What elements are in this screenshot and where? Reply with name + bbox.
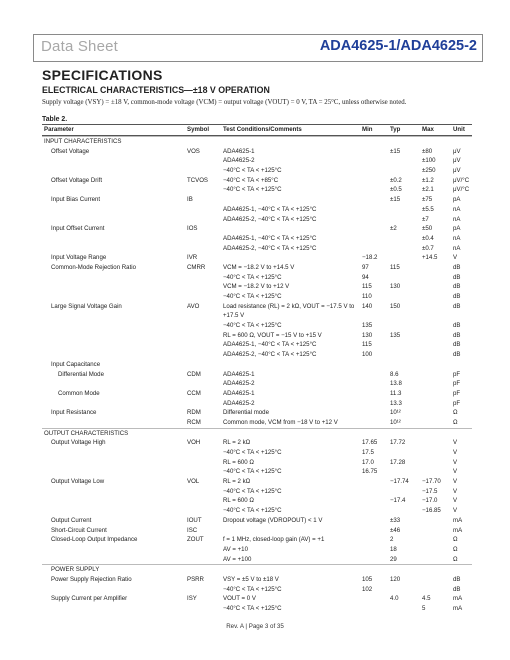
table-row (42, 350, 472, 360)
cell-conditions: VCM = −18.2 V to +12 V (223, 283, 290, 291)
table-row (42, 195, 472, 205)
table-row (42, 321, 472, 331)
cell-max: ±0.7 (422, 244, 434, 252)
cell-conditions: −40°C < TA < +125°C (223, 468, 282, 476)
cell-typ: −17.4 (390, 497, 406, 505)
cell-conditions: Common mode, VCM from −18 V to +12 V (223, 418, 338, 426)
cell-min: 110 (362, 293, 372, 300)
table-row (42, 234, 472, 244)
cell-unit: dB (453, 341, 461, 349)
cell-param: Offset Voltage Drift (51, 176, 103, 184)
cell-max: ±2.1 (422, 186, 434, 194)
cell-unit: Ω (453, 418, 458, 426)
cell-min: 97 (362, 263, 369, 271)
cell-typ: 29 (390, 555, 397, 563)
cell-conditions: +17.5 V (223, 312, 245, 320)
cell-typ: ±33 (390, 516, 401, 524)
cell-max: −17.5 (422, 487, 438, 495)
cell-max: ±5.5 (422, 205, 434, 213)
cell-unit: V (453, 507, 458, 515)
table-row (42, 526, 472, 536)
table-header-row (42, 124, 472, 136)
cell-unit: pA (453, 196, 461, 204)
cell-param: Input Capacitance (51, 360, 101, 368)
cell-unit: Ω (453, 409, 458, 417)
col-header-max: Max (422, 126, 434, 133)
cell-symbol: AVO (187, 302, 200, 310)
table-row (42, 594, 472, 604)
table-row (42, 535, 472, 545)
cell-typ: 13.8 (390, 380, 402, 388)
table-section-row (42, 564, 472, 575)
cell-typ: 4.0 (390, 595, 399, 603)
cell-conditions: ADA4625-2, −40°C < TA < +125°C (223, 244, 317, 252)
cell-conditions: −40°C < TA < +125°C (223, 449, 282, 456)
cell-unit: dB (453, 302, 461, 310)
cell-conditions: ADA4625-1 (223, 147, 255, 155)
cell-param: Input Resistance (51, 409, 97, 417)
cell-symbol: PSRR (187, 575, 204, 583)
table-row (42, 555, 472, 565)
cell-min: 17.0 (362, 458, 374, 466)
cell-conditions: ADA4625-2, −40°C < TA < +125°C (223, 351, 317, 359)
cell-param: Large Signal Voltage Gain (51, 302, 122, 310)
cell-unit: Ω (453, 545, 458, 553)
cell-conditions: −40°C < TA < +125°C (223, 167, 282, 175)
cell-symbol: IVR (187, 254, 198, 262)
cell-conditions: −40°C < TA < +125°C (223, 186, 282, 194)
cell-max: ±1.2 (422, 176, 434, 184)
cell-param: OUTPUT CHARACTERISTICS (44, 429, 129, 437)
cell-typ: 18 (390, 545, 397, 553)
table-row (42, 340, 472, 350)
cell-conditions: Differential mode (223, 409, 269, 417)
cell-conditions: −40°C < TA < +125°C (223, 273, 282, 281)
table-row (42, 147, 472, 157)
cell-max: 5 (422, 605, 426, 612)
cell-unit: V (453, 478, 458, 486)
col-header-parameter: Parameter (44, 126, 74, 133)
table-row (42, 458, 472, 468)
cell-unit: nA (453, 244, 461, 252)
cell-symbol: IOS (187, 225, 198, 233)
cell-max: −17.70 (422, 478, 441, 486)
cell-conditions: ADA4625-2 (223, 157, 255, 165)
cell-symbol: RCM (187, 418, 201, 426)
cell-min: 105 (362, 575, 373, 583)
table-row (42, 273, 472, 283)
cell-unit: Ω (453, 536, 458, 544)
cell-param: POWER SUPPLY (51, 566, 100, 574)
table-row (42, 585, 472, 595)
cell-unit: mA (453, 516, 463, 524)
table-row (42, 244, 472, 254)
cell-conditions: ADA4625-1 (223, 370, 255, 378)
table-row (42, 156, 472, 166)
table-row (42, 467, 472, 477)
cell-unit: dB (453, 585, 461, 593)
cell-max: ±7 (422, 215, 429, 223)
table-row (42, 253, 472, 263)
conditions-note: Supply voltage (VSY) = ±18 V, common-mode voltage (VCM) = output voltage (VOUT) = 0 V, TA = 25°C, unless otherwise noted. (42, 99, 407, 106)
cell-param: INPUT CHARACTERISTICS (44, 138, 122, 145)
cell-param: Common Mode (58, 389, 100, 397)
cell-conditions: ADA4625-2 (223, 380, 255, 388)
cell-unit: μV (453, 157, 461, 165)
table-row (42, 331, 472, 341)
cell-conditions: VOUT = 0 V (223, 595, 256, 603)
cell-conditions: RL = 600 Ω (223, 497, 254, 505)
cell-conditions: ADA4625-2, −40°C < TA < +125°C (223, 215, 317, 223)
cell-typ: 115 (390, 263, 400, 271)
cell-unit: pF (453, 380, 461, 388)
cell-unit: nA (453, 205, 461, 213)
cell-conditions: Load resistance (RL) = 2 kΩ, VOUT = −17.5 V to (223, 302, 355, 310)
cell-min: −18.2 (362, 254, 378, 262)
table-row (42, 438, 472, 448)
cell-unit: dB (453, 575, 461, 583)
cell-unit: dB (453, 283, 461, 291)
cell-typ: 10¹² (390, 418, 401, 426)
cell-conditions: −40°C < TA < +125°C (223, 487, 282, 495)
cell-unit: dB (453, 273, 461, 281)
cell-max: ±75 (422, 196, 433, 204)
cell-unit: V (453, 449, 458, 456)
cell-conditions: −40°C < TA < +125°C (223, 507, 282, 515)
cell-unit: pA (453, 225, 461, 233)
cell-typ: ±15 (390, 196, 401, 204)
cell-max: ±100 (422, 157, 436, 165)
cell-unit: mA (453, 595, 463, 603)
table-row (42, 282, 472, 292)
cell-param: Output Voltage Low (51, 478, 105, 486)
cell-symbol: CMRR (187, 263, 206, 271)
table-row (42, 263, 472, 273)
cell-conditions: ADA4625-1, −40°C < TA < +125°C (223, 205, 317, 213)
cell-param: Supply Current per Amplifier (51, 595, 128, 603)
cell-min: 17.65 (362, 439, 378, 447)
section-subheading: ELECTRICAL CHARACTERISTICS—±18 V OPERATION (42, 85, 270, 95)
cell-conditions: VCM = −18.2 V to +14.5 V (223, 263, 295, 271)
cell-max: −16.85 (422, 507, 441, 515)
cell-symbol: RDM (187, 409, 201, 417)
cell-typ: 120 (390, 575, 401, 583)
cell-symbol: ISC (187, 526, 198, 534)
cell-unit: nA (453, 234, 461, 242)
cell-conditions: −40°C < TA < +125°C (223, 605, 282, 612)
table-row (42, 292, 472, 302)
cell-typ: 2 (390, 536, 394, 544)
table-row (42, 166, 472, 176)
cell-min: 102 (362, 585, 373, 593)
table-row (42, 487, 472, 497)
cell-typ: 17.28 (390, 458, 406, 466)
table-row (42, 370, 472, 380)
data-sheet-label: Data Sheet (41, 38, 119, 55)
cell-conditions: Dropout voltage (VDROPOUT) < 1 V (223, 516, 323, 524)
cell-unit: mA (453, 526, 463, 534)
cell-param: Closed-Loop Output Impedance (51, 536, 138, 544)
cell-conditions: ADA4625-1, −40°C < TA < +125°C (223, 341, 317, 349)
cell-conditions: −40°C < TA < +125°C (223, 322, 282, 330)
cell-param: Short-Circuit Current (51, 526, 107, 534)
cell-unit: dB (453, 293, 461, 300)
table-row (42, 418, 472, 428)
cell-unit: μV (453, 167, 461, 175)
cell-conditions: f = 1 MHz, closed-loop gain (AV) = +1 (223, 536, 325, 544)
cell-conditions: ADA4625-1, −40°C < TA < +125°C (223, 234, 317, 242)
table-row (42, 399, 472, 409)
cell-param: Output Voltage High (51, 439, 106, 447)
cell-conditions: VSY = ±5 V to ±18 V (223, 575, 279, 583)
cell-symbol: VOL (187, 478, 200, 486)
cell-min: 16.75 (362, 468, 378, 476)
cell-unit: pF (453, 389, 461, 397)
cell-param: Input Bias Current (51, 196, 101, 204)
table-row (42, 176, 472, 186)
table-row (42, 379, 472, 389)
cell-conditions: ADA4625-1 (223, 389, 255, 397)
table-row (42, 448, 472, 458)
cell-unit: V (453, 497, 458, 505)
cell-typ: 13.3 (390, 399, 402, 407)
cell-typ: 17.72 (390, 439, 406, 447)
cell-param: Input Voltage Range (51, 254, 107, 262)
cell-typ: 10¹² (390, 409, 401, 417)
cell-unit: V (453, 468, 458, 476)
cell-unit: μV/°C (453, 186, 470, 194)
cell-symbol: ZOUT (187, 536, 204, 544)
cell-conditions: −40°C < TA < +85°C (223, 176, 279, 184)
cell-param: Input Offset Current (51, 225, 105, 233)
cell-symbol: IOUT (187, 516, 202, 524)
cell-conditions: AV = +10 (223, 545, 248, 553)
cell-unit: dB (453, 351, 461, 359)
cell-min: 115 (362, 283, 372, 291)
cell-unit: V (453, 458, 458, 466)
table-row (42, 575, 472, 585)
table-row (42, 496, 472, 506)
cell-min: 115 (362, 341, 372, 349)
table-row (42, 185, 472, 195)
cell-max: ±80 (422, 147, 433, 155)
cell-param: Output Current (51, 516, 92, 524)
table-row (42, 360, 472, 370)
cell-min: 94 (362, 273, 369, 281)
cell-max: ±0.4 (422, 234, 434, 242)
col-header-min: Min (362, 126, 373, 133)
cell-conditions: AV = +100 (223, 555, 252, 563)
cell-typ: ±46 (390, 526, 401, 534)
cell-max: 4.5 (422, 595, 431, 603)
table-row (42, 506, 472, 516)
cell-typ: −17.74 (390, 478, 409, 486)
cell-conditions: RL = 600 Ω (223, 458, 254, 466)
cell-conditions: RL = 2 kΩ (223, 439, 251, 447)
cell-typ: ±0.5 (390, 186, 402, 194)
cell-unit: dB (453, 322, 461, 330)
cell-unit: pF (453, 399, 461, 407)
cell-conditions: −40°C < TA < +125°C (223, 585, 282, 593)
col-header-symbol: Symbol (187, 126, 210, 133)
cell-conditions: RL = 600 Ω, VOUT = −15 V to +15 V (223, 331, 322, 339)
cell-symbol: CDM (187, 370, 201, 378)
part-number: ADA4625-1/ADA4625-2 (319, 38, 477, 54)
cell-unit: nA (453, 215, 461, 223)
cell-unit: pF (453, 370, 461, 378)
cell-min: 130 (362, 331, 373, 339)
cell-typ: 11.3 (390, 389, 402, 397)
cell-unit: V (453, 487, 458, 495)
table-row (42, 215, 472, 225)
cell-symbol: VOH (187, 439, 201, 447)
cell-unit: μV/°C (453, 176, 470, 184)
cell-conditions: −40°C < TA < +125°C (223, 293, 282, 300)
cell-unit: Ω (453, 555, 458, 563)
table-label: Table 2. (42, 116, 68, 123)
table-row (42, 604, 472, 614)
cell-unit: μV (453, 147, 461, 155)
cell-min: 140 (362, 302, 373, 310)
table-row (42, 389, 472, 399)
table-row (42, 477, 472, 487)
cell-symbol: IB (187, 196, 193, 204)
col-header-unit: Unit (453, 126, 465, 133)
cell-symbol: VOS (187, 147, 200, 155)
page-footer: Rev. A | Page 3 of 35 (226, 623, 284, 630)
cell-typ: 150 (390, 302, 401, 310)
table-row (42, 205, 472, 215)
cell-conditions: ADA4625-2 (223, 399, 255, 407)
cell-typ: ±0.2 (390, 176, 402, 184)
cell-unit: V (453, 439, 458, 447)
page-title: SPECIFICATIONS (42, 67, 163, 83)
cell-conditions: RL = 2 kΩ (223, 478, 251, 486)
page-header (33, 34, 483, 62)
cell-typ: 135 (390, 331, 401, 339)
col-header-conditions: Test Conditions/Comments (223, 126, 302, 133)
cell-max: ±50 (422, 225, 433, 233)
table-body (42, 136, 472, 614)
cell-symbol: ISY (187, 595, 197, 603)
table-section-row (42, 136, 472, 147)
cell-symbol: CCM (187, 389, 201, 397)
table-row (42, 302, 472, 312)
cell-typ: ±15 (390, 147, 401, 155)
cell-unit: dB (453, 263, 461, 271)
cell-param: Common-Mode Rejection Ratio (51, 263, 137, 271)
cell-unit: dB (453, 331, 461, 339)
cell-min: 100 (362, 351, 373, 359)
table-row (42, 545, 472, 555)
cell-typ: ±2 (390, 225, 397, 233)
cell-max: ±250 (422, 167, 436, 175)
table-row (42, 224, 472, 234)
cell-min: 17.5 (362, 449, 374, 456)
table-row (42, 408, 472, 418)
cell-unit: V (453, 254, 458, 262)
table-row (42, 516, 472, 526)
cell-min: 135 (362, 322, 373, 330)
table-row (42, 311, 472, 321)
spec-table (42, 124, 472, 614)
cell-symbol: TCVOS (187, 176, 208, 184)
table-section-row (42, 428, 472, 439)
col-header-typ: Typ (390, 126, 401, 133)
cell-param: Power Supply Rejection Ratio (51, 575, 132, 583)
cell-max: +14.5 (422, 254, 438, 262)
cell-param: Offset Voltage (51, 147, 90, 155)
cell-unit: mA (453, 605, 463, 612)
cell-max: −17.0 (422, 497, 438, 505)
cell-typ: 8.6 (390, 370, 399, 378)
cell-param: Differential Mode (58, 370, 104, 378)
cell-typ: 130 (390, 283, 401, 291)
